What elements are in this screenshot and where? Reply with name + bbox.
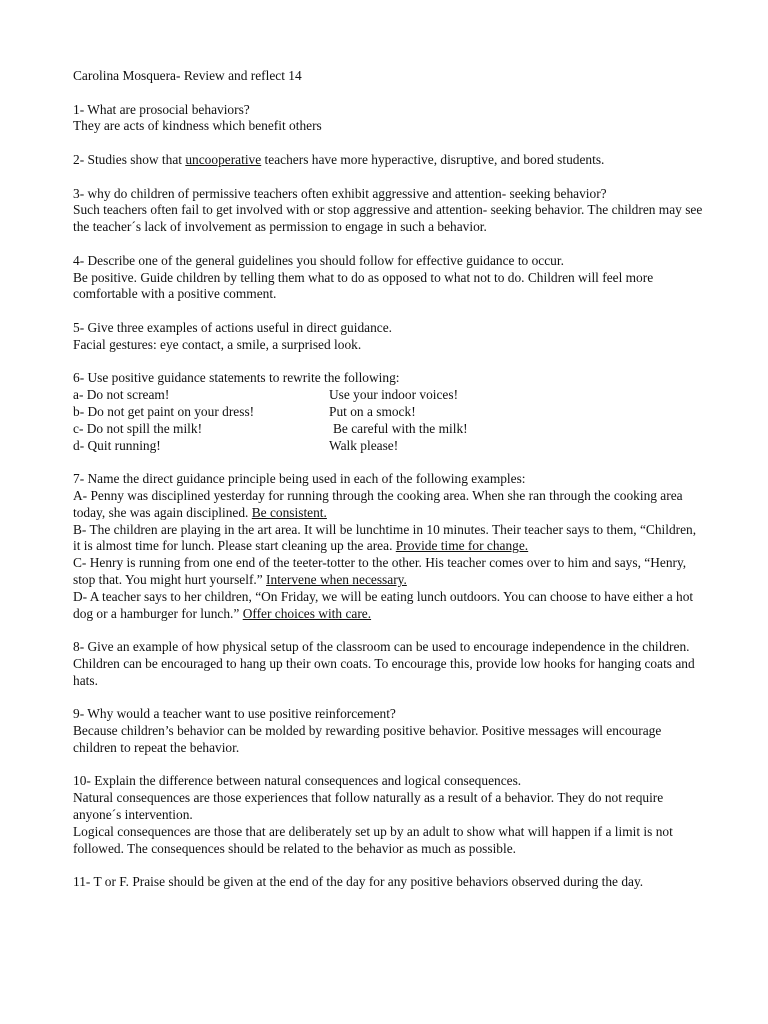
q6-item-b-negative: b- Do not get paint on your dress! — [73, 403, 255, 419]
q10-answer-logical: Logical consequences are those that are deliberately set up by an adult to show what will happen if a limit is not followed. The consequences should be related to the behavior as much as possible. — [73, 823, 673, 856]
q2-answer: uncooperative — [185, 151, 262, 167]
question-1 — [73, 102, 703, 136]
q7-b-answer: Provide time for change. — [395, 538, 529, 554]
document-page — [73, 68, 703, 891]
q6-item-a — [73, 387, 703, 404]
q7-d-text: D- A teacher says to her children, “On Friday, we will be eating lunch outdoors. You can choose to have either a hot dog or a hamburger for lunch.” — [73, 588, 694, 621]
question-9 — [73, 706, 703, 756]
q6-item-b — [73, 404, 703, 421]
q2-pre: 2- Studies show that — [73, 151, 186, 167]
q6-item-a-negative: a- Do not scream! — [73, 387, 170, 403]
q11-question: 11- T or F. Praise should be given at the end of the day for any positive behaviors observed during the day. — [73, 874, 644, 890]
q9-answer: Because children’s behavior can be molded by rewarding positive behavior. Positive messages will encourage children to repeat the behavior. — [73, 723, 662, 755]
q6-item-c — [73, 421, 703, 438]
q8-answer: Children can be encouraged to hang up their own coats. To encourage this, provide low hooks for hanging coats and hats. — [73, 655, 695, 688]
q6-question: 6- Use positive guidance statements to rewrite the following: — [73, 370, 400, 386]
q6-item-c-positive: Be careful with the milk! — [333, 420, 468, 436]
q1-question: 1- What are prosocial behaviors? — [73, 101, 250, 117]
q9-question: 9- Why would a teacher want to use positive reinforcement? — [73, 706, 396, 722]
document-title: Carolina Mosquera- Review and reflect 14 — [73, 68, 302, 83]
q3-question: 3- why do children of permissive teachers often exhibit aggressive and attention- seeking behavior? — [73, 185, 607, 201]
q7-c-text: C- Henry is running from one end of the teeter-totter to the other. His teacher comes over to him and says, “Henry, stop that. You might hurt yourself.” — [73, 555, 687, 587]
q7-example-a — [73, 488, 703, 522]
q3-answer: Such teachers often fail to get involved with or stop aggressive and attention- seeking behavior. The children may see the teacher´s lack of involvement as permission to engage in such a behavior. — [73, 202, 703, 235]
question-2 — [73, 152, 703, 169]
question-8 — [73, 639, 703, 689]
q8-question: 8- Give an example of how physical setup of the classroom can be used to encourage independence in the children. — [73, 639, 690, 655]
q2-text — [73, 152, 703, 169]
q6-item-c-negative: c- Do not spill the milk! — [73, 420, 203, 436]
q6-item-d-positive: Walk please! — [329, 437, 399, 453]
q7-question: 7- Name the direct guidance principle being used in each of the following examples: — [73, 471, 526, 487]
question-7 — [73, 471, 703, 622]
q10-question: 10- Explain the difference between natural consequences and logical consequences. — [73, 773, 522, 789]
q7-example-d — [73, 589, 703, 623]
question-4 — [73, 253, 703, 303]
q7-a-text: A- Penny was disciplined yesterday for running through the cooking area. When she ran through the cooking area today, she was again disciplined. — [73, 487, 683, 520]
q6-item-d-negative: d- Quit running! — [73, 437, 161, 453]
question-5 — [73, 320, 703, 354]
question-11 — [73, 874, 703, 891]
q4-question: 4- Describe one of the general guidelines you should follow for effective guidance to occur. — [73, 252, 564, 268]
question-10 — [73, 773, 703, 857]
q5-question: 5- Give three examples of actions useful in direct guidance. — [73, 319, 393, 335]
q7-example-b — [73, 522, 703, 556]
q6-item-b-positive: Put on a smock! — [329, 403, 416, 419]
q5-answer: Facial gestures: eye contact, a smile, a surprised look. — [73, 336, 362, 352]
q10-answer-natural: Natural consequences are those experiences that follow naturally as a result of a behavior. They do not require anyone´s intervention. — [73, 790, 664, 823]
q7-d-answer: Offer choices with care. — [242, 605, 372, 621]
q7-example-c — [73, 555, 703, 589]
q1-answer: They are acts of kindness which benefit others — [73, 118, 322, 134]
q7-b-text: B- The children are playing in the art area. It will be lunchtime in 10 minutes. Their teacher says to them, “Children, it is almost time for lunch. Please start cleaning up the area. — [73, 521, 697, 554]
q7-c-answer: Intervene when necessary. — [266, 571, 407, 587]
q4-answer: Be positive. Guide children by telling them what to do as opposed to what not to do. Children will feel more comfortable with a positive comment. — [73, 269, 654, 302]
question-3 — [73, 186, 703, 236]
q2-post: teachers have more hyperactive, disruptive, and bored students. — [261, 151, 605, 167]
q6-item-d — [73, 438, 703, 455]
question-6 — [73, 370, 703, 454]
q7-a-answer: Be consistent. — [251, 504, 327, 520]
q6-item-a-positive: Use your indoor voices! — [329, 387, 459, 403]
